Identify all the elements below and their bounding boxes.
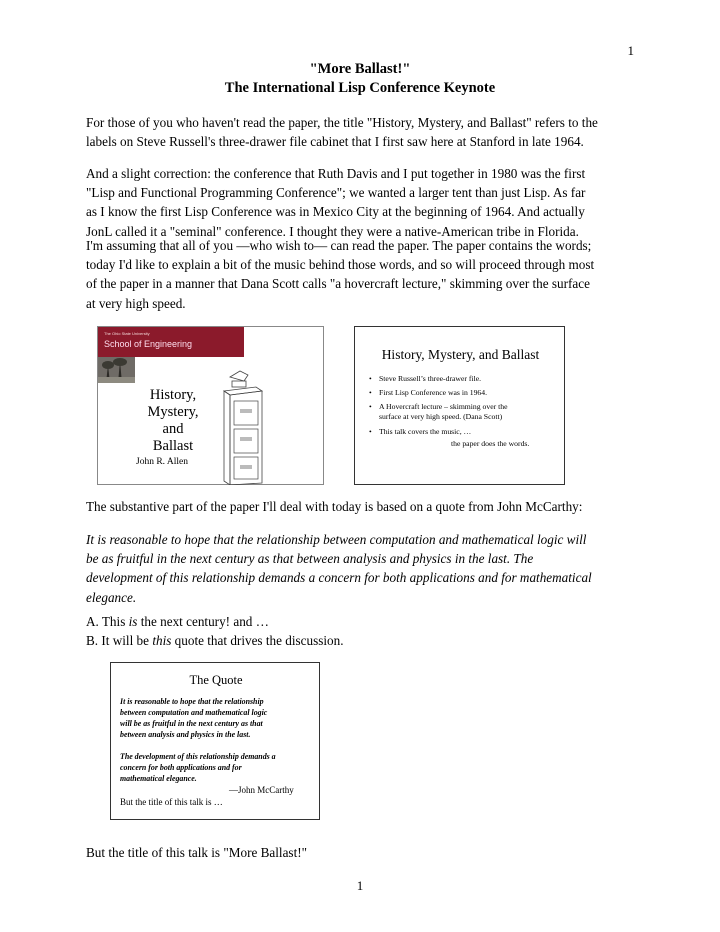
- slide3-quote-line: The development of this relationship demands a: [120, 752, 276, 761]
- slide-history-mystery-ballast: History, Mystery, and Ballast • Steve Russell’s three-drawer file. • First Lisp Conference was in 1964. • A Hovercraft lecture – skimming over the surface at very high speed. (Dana Scott) • This talk covers the music, … the paper does the words.: [354, 326, 565, 485]
- text-line: JonL called it a "seminal" conference. I thought they were a native-American tribe in Florida.: [86, 223, 579, 239]
- bullet-icon: •: [369, 374, 372, 383]
- list-item-b: B. It will be this quote that drives the discussion.: [86, 633, 344, 648]
- file-cabinet-drawing: [216, 369, 276, 485]
- text-line: at very high speed.: [86, 295, 186, 311]
- slide1-title-line: History,: [149, 387, 197, 403]
- quote-line: elegance.: [86, 589, 137, 605]
- paragraph-3: [86, 236, 646, 313]
- paragraph-2: [86, 164, 646, 241]
- text-line: And a slight correction: the conference that Ruth Davis and I put together in 1980 was the first: [86, 166, 586, 181]
- banner-university-name: The Ohio State University: [104, 331, 150, 336]
- slide3-quote-line: between analysis and physics in the last.: [120, 730, 251, 739]
- title-line-1: "More Ballast!": [309, 61, 411, 77]
- campus-photo: [98, 357, 135, 383]
- slide3-title: The Quote: [189, 673, 243, 687]
- slide3-quote-line: will be as fruitful in the next century as that: [120, 719, 263, 728]
- text-line: as I know the first Lisp Conference was in Mexico City at the beginning of 1964. And actually: [86, 204, 585, 220]
- slide1-title-line: Ballast: [152, 438, 194, 454]
- paragraph-4: The substantive part of the paper I'll deal with today is based on a quote from John McCarthy:: [86, 499, 583, 514]
- slide1-author: John R. Allen: [136, 457, 188, 467]
- slide3-attribution: —John McCarthy: [229, 785, 294, 795]
- bullet-icon: •: [369, 402, 372, 411]
- text-line: labels on Steve Russell's three-drawer file cabinet that I first saw here at Stanford in late 1964.: [86, 134, 584, 150]
- text-line: I'm assuming that all of you —who wish to— can read the paper. The paper contains the words;: [86, 238, 592, 253]
- quote-line: be as fruitful in the next century as that between analysis and physics in the last. The: [86, 551, 534, 567]
- quote-line: development of this relationship demands a concern for both applications and for mathematical: [86, 570, 592, 586]
- slide3-quote-line: between computation and mathematical logic: [120, 708, 268, 717]
- closing-line: But the title of this talk is "More Ballast!": [86, 845, 308, 860]
- paragraph-1: [86, 113, 646, 151]
- slide3-quote-line: It is reasonable to hope that the relationship: [120, 697, 264, 706]
- text-line: of the paper in a manner that Dana Scott calls "a hovercraft lecture," skimming over the surface: [86, 276, 590, 292]
- slide2-title: History, Mystery, and Ballast: [381, 347, 540, 362]
- page-number-bottom: 1: [356, 878, 364, 893]
- mccarthy-quote: [86, 530, 646, 607]
- slide1-title-line: and: [162, 421, 184, 437]
- bullet-icon: •: [369, 427, 372, 436]
- quote-line: It is reasonable to hope that the relationship between computation and mathematical logic will: [86, 532, 587, 547]
- slide1-title-line: Mystery,: [147, 404, 199, 420]
- slide3-quote-line: concern for both applications and for: [120, 763, 242, 772]
- text-line: For those of you who haven't read the paper, the title "History, Mystery, and Ballast" refers to the: [86, 115, 598, 130]
- page-number-top: 1: [627, 43, 634, 58]
- slide1-title: [138, 387, 208, 455]
- slide-title-thumbnail: [97, 326, 324, 485]
- slide3-quote-line: mathematical elegance.: [120, 774, 197, 783]
- university-banner: [98, 327, 244, 357]
- slide3-footer: But the title of this talk is …: [120, 797, 223, 807]
- list-item-a: A. This is the next century! and …: [86, 614, 269, 629]
- text-line: "Lisp and Functional Programming Conference"; we wanted a larger tent than just Lisp. As far: [86, 185, 586, 201]
- title-line-2: The International Lisp Conference Keynote: [224, 80, 496, 96]
- banner-school-name: School of Engineering: [104, 339, 193, 349]
- bullet-icon: •: [369, 388, 372, 397]
- text-line: today I'd like to explain a bit of the music behind those words, and so will proceed through most: [86, 257, 595, 273]
- slide-the-quote: [110, 662, 320, 820]
